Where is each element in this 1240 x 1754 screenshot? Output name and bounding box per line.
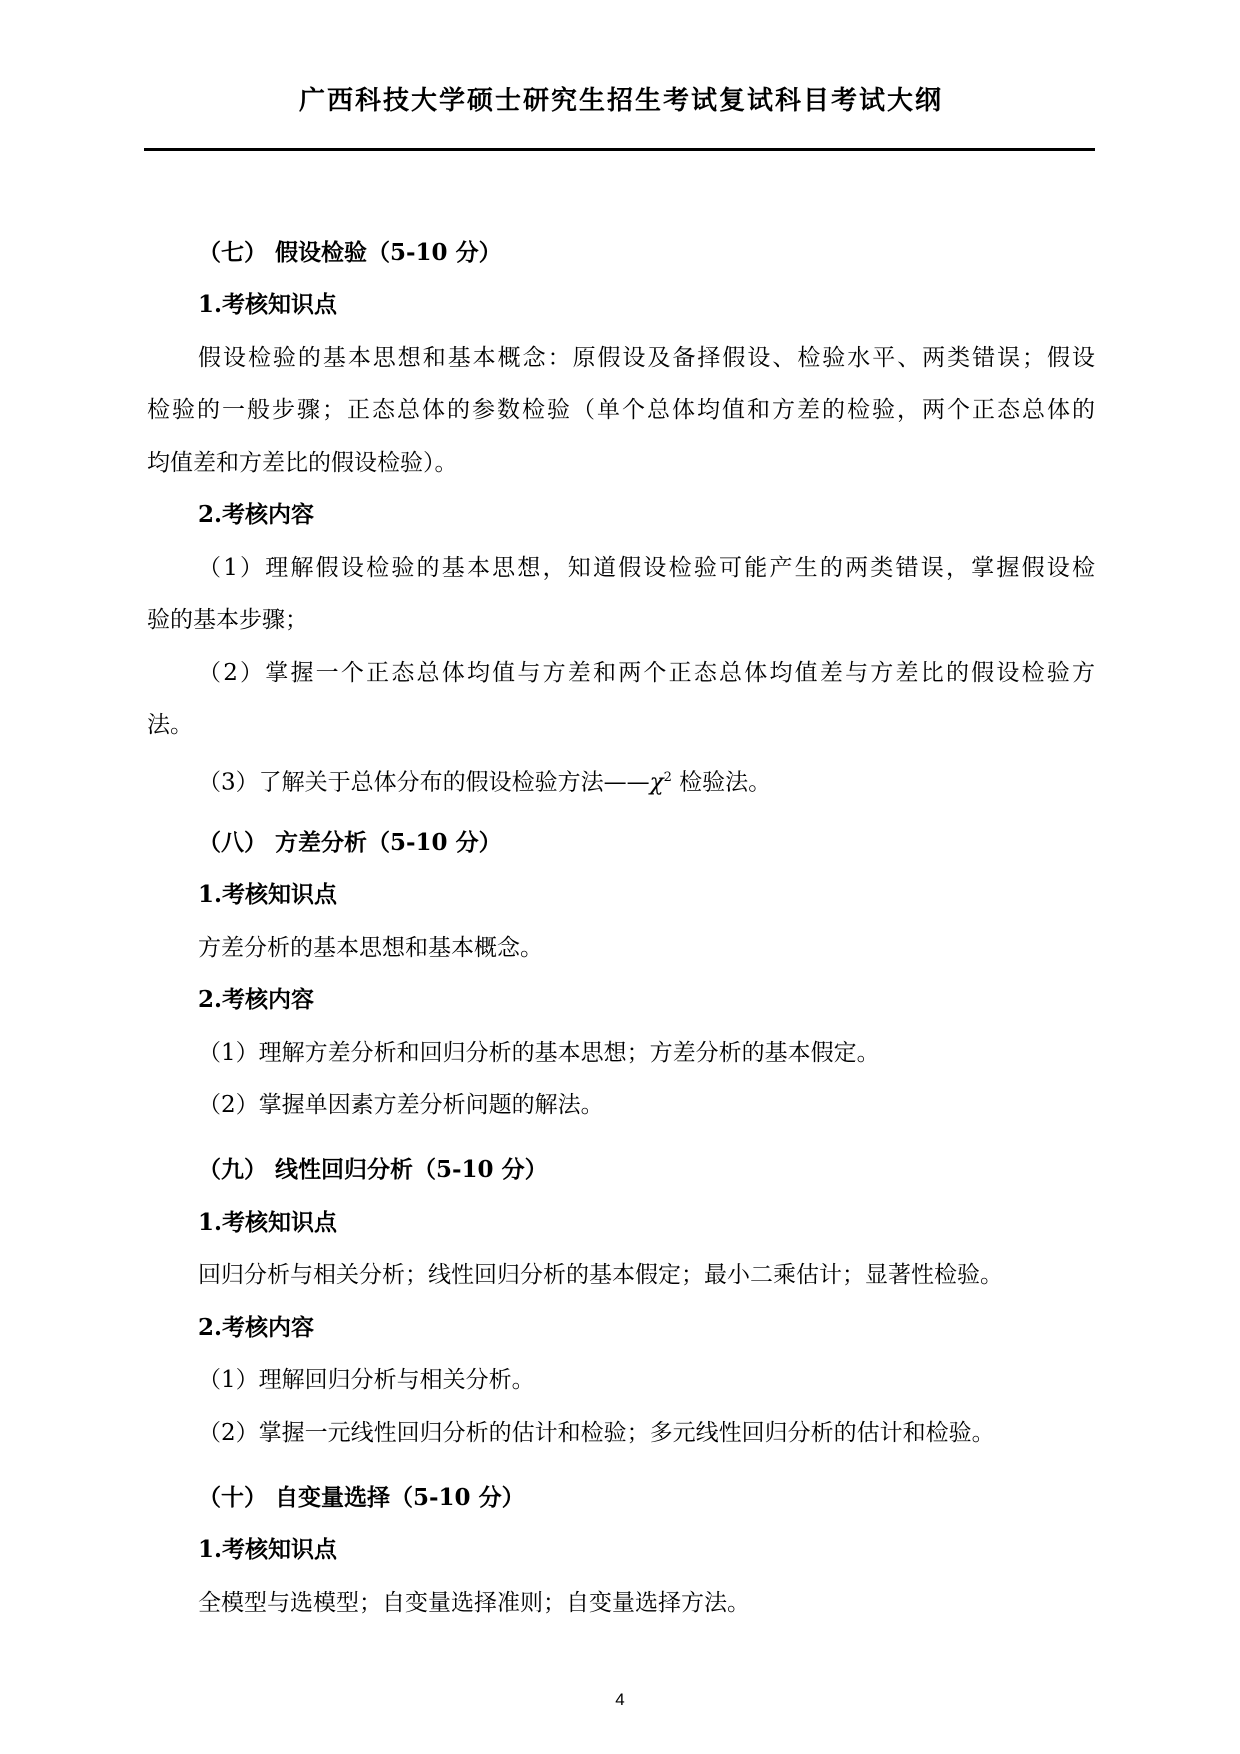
content-item-continued: 验的基本步骤； [147,607,308,633]
paragraph-line: 均值差和方差比的假设检验）。 [147,450,458,476]
page-number: 4 [615,1690,625,1709]
exam-content-label: 2.考核内容 [198,986,315,1013]
content-item: （2）掌握一个正态总体均值与方差和两个正态总体均值差与方差比的假设检验方 [198,660,1095,686]
content-item: （2）掌握单因素方差分析问题的解法。 [198,1092,604,1118]
knowledge-points-label: 1.考核知识点 [198,1536,338,1563]
paragraph-line: 检验的一般步骤；正态总体的参数检验（单个总体均值和方差的检验，两个正态总体的 [147,397,1095,423]
section-heading-7: （七） 假设检验（5-10 分） [198,239,502,266]
content-item: （2）掌握一元线性回归分析的估计和检验；多元线性回归分析的估计和检验。 [198,1420,995,1446]
paragraph-line: 假设检验的基本思想和基本概念：原假设及备择假设、检验水平、两类错误；假设 [198,345,1095,371]
exam-content-label: 2.考核内容 [198,1314,315,1341]
knowledge-points-label: 1.考核知识点 [198,881,338,908]
paragraph-line: 全模型与选模型；自变量选择准则；自变量选择方法。 [198,1590,750,1616]
paragraph-line: 方差分析的基本思想和基本概念。 [198,935,543,961]
content-item-chi-square [198,763,771,798]
content-item-suffix: 检验法。 [679,769,772,796]
paragraph-line: 回归分析与相关分析；线性回归分析的基本假定；最小二乘估计；显著性检验。 [198,1262,1003,1288]
section-heading-9: （九） 线性回归分析（5-10 分） [198,1156,548,1183]
knowledge-points-label: 1.考核知识点 [198,1209,338,1236]
content-item-prefix: （3）了解关于总体分布的假设检验方法—— [198,769,650,796]
section-heading-10: （十） 自变量选择（5-10 分） [198,1484,525,1511]
knowledge-points-label: 1.考核知识点 [198,291,338,318]
section-heading-8: （八） 方差分析（5-10 分） [198,829,502,856]
chi-superscript: 2 [663,770,672,785]
document-header-title: 广西科技大学硕士研究生招生考试复试科目考试大纲 [298,86,943,116]
content-item: （1）理解假设检验的基本思想，知道假设检验可能产生的两类错误，掌握假设检 [198,555,1095,581]
header-divider [144,148,1095,151]
chi-symbol: χ [649,769,664,796]
content-item-continued: 法。 [147,712,193,738]
content-item: （1）理解回归分析与相关分析。 [198,1367,535,1393]
exam-content-label: 2.考核内容 [198,501,315,528]
content-item: （1）理解方差分析和回归分析的基本思想；方差分析的基本假定。 [198,1040,880,1066]
